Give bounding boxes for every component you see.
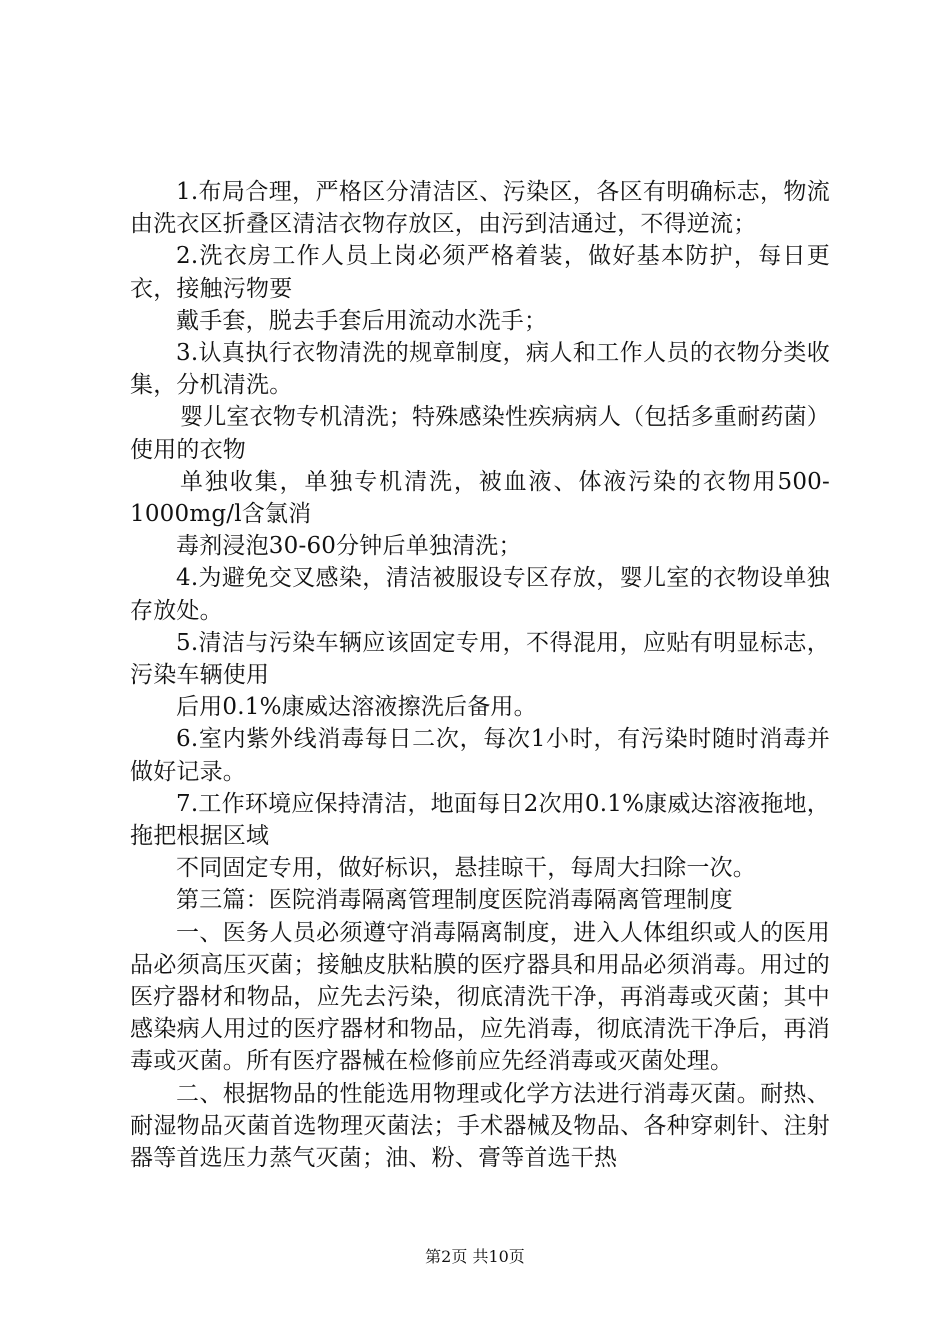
paragraph-9: 5.清洁与污染车辆应该固定专用，不得混用，应贴有明显标志，污染车辆使用 xyxy=(130,629,830,689)
paragraph-11: 6.室内紫外线消毒每日二次，每次1小时，有污染时随时消毒并做好记录。 xyxy=(130,726,830,785)
page-number-footer: 第2页 共10页 xyxy=(425,1247,525,1266)
paragraph-12: 7.工作环境应保持清洁，地面每日2次用0.1%康威达溶液拖地，拖把根据区域 xyxy=(130,790,830,850)
paragraph-6: 单独收集，单独专机清洗，被血液、体液污染的衣物用500-1000mg/l含氯消 xyxy=(130,468,830,528)
paragraph-5: 婴儿室衣物专机清洗；特殊感染性疾病病人（包括多重耐药菌）使用的衣物 xyxy=(130,404,830,463)
paragraph-3: 戴手套，脱去手套后用流动水洗手； xyxy=(176,307,548,334)
document-body xyxy=(130,176,830,1174)
paragraph-10: 后用0.1%康威达溶液擦洗后备用。 xyxy=(176,694,537,721)
paragraph-4: 3.认真执行衣物清洗的规章制度，病人和工作人员的衣物分类收集，分机清洗。 xyxy=(130,340,830,399)
paragraph-7: 毒剂浸泡30-60分钟后单独清洗； xyxy=(176,533,522,560)
paragraph-13: 不同固定专用，做好标识，悬挂晾干，每周大扫除一次。 xyxy=(176,855,756,882)
paragraph-15: 一、医务人员必须遵守消毒隔离制度，进入人体组织或人的医用品必须高压灭菌；接触皮肤粘膜的医疗器具和用品必须消毒。用过的医疗器材和物品，应先去污染，彻底清洗干净，再消毒或灭菌；其中感染病人用过的医疗器材和物品，应先消毒，彻底清洗干净后，再消毒或灭菌。所有医疗器械在检修前应先经消毒或灭菌处理。 xyxy=(130,919,830,1075)
paragraph-1: 1.布局合理，严格区分清洁区、污染区，各区有明确标志，物流由洗衣区折叠区清洁衣物存放区，由污到洁通过，不得逆流； xyxy=(130,179,830,238)
paragraph-2: 2.洗衣房工作人员上岗必须严格着装，做好基本防护，每日更衣，接触污物要 xyxy=(130,243,830,302)
section-heading: 第三篇：医院消毒隔离管理制度医院消毒隔离管理制度 xyxy=(176,887,733,914)
paragraph-8: 4.为避免交叉感染，清洁被服设专区存放，婴儿室的衣物设单独存放处。 xyxy=(130,565,830,624)
paragraph-16: 二、根据物品的性能选用物理或化学方法进行消毒灭菌。耐热、耐湿物品灭菌首选物理灭菌法；手术器械及物品、各种穿刺针、注射器等首选压力蒸气灭菌；油、粉、膏等首选干热 xyxy=(130,1080,830,1172)
